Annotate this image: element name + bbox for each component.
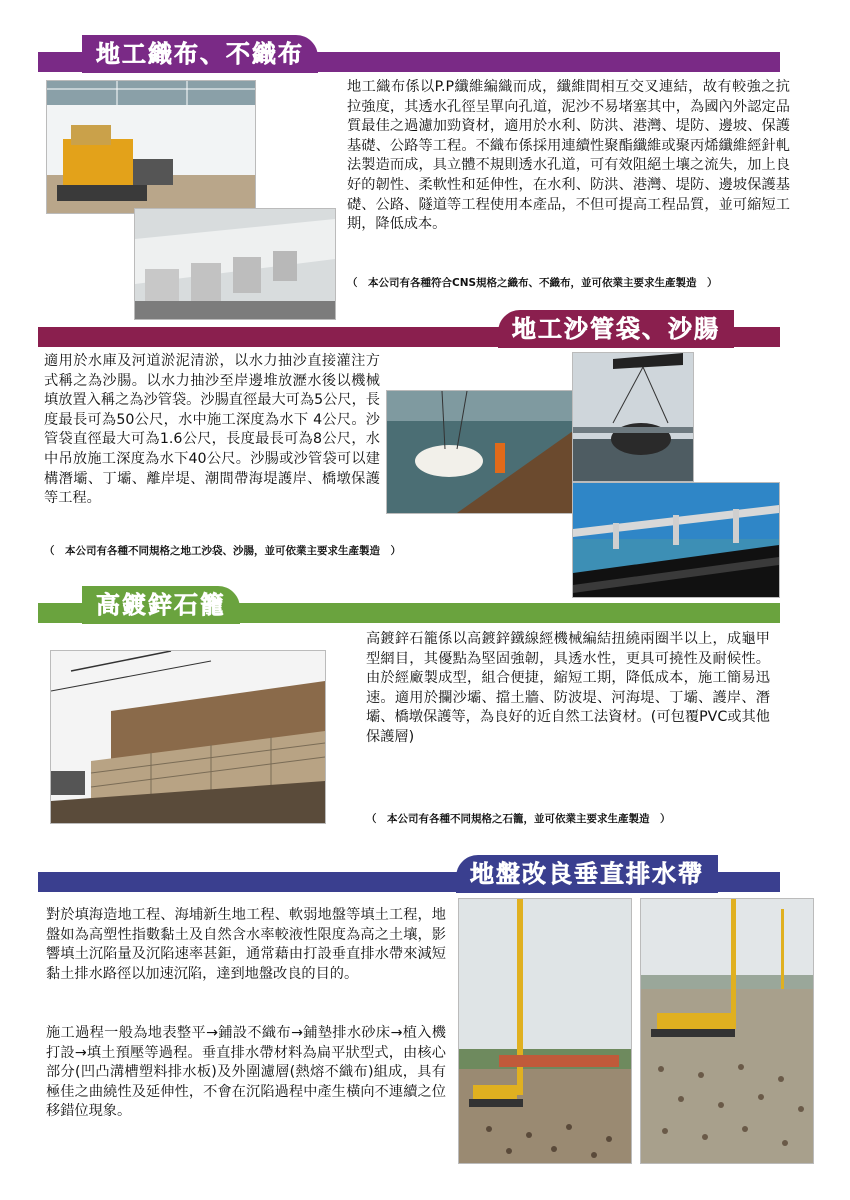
section2-title: 地工沙管袋、沙腸 — [498, 310, 734, 348]
section3-note: （ 本公司有各種不同規格之石籠，並可依業主要求生產製造 ） — [366, 813, 671, 825]
geotextile-photo-top — [46, 80, 256, 214]
drain-rig-photo-right — [640, 898, 814, 1164]
section2-note: （ 本公司有各種不同規格之地工沙袋、沙腸，並可依業主要求生產製造 ） — [44, 545, 401, 557]
drain-rig-photo-left — [458, 898, 632, 1164]
section2-body: 適用於水庫及河道淤泥清淤，以水力抽沙直接灌注方式稱之為沙腸。以水力抽沙至岸邊堆放瀝水後以機械填放置入稱之為沙管袋。沙腸直徑最大可為5公尺，長度最長可為50公尺，水中施工深度為水下 4公尺。沙管袋直徑最大可為1.6公尺，長度最長可為8公尺，水中吊放施工深度為水下40公尺。沙腸或沙管袋可以建構潛壩、丁壩、離岸堤、潮間帶海堤護岸、橋墩保護等工程。 — [44, 353, 380, 507]
section3-body: 高鍍鋅石籠係以高鍍鋅鐵線經機械編結扭繞兩圈半以上，成龜甲型網目，其優點為堅固強韌，具透水性，更具可撓性及耐候性。由於經廠製成型，組合便捷，縮短工期，降低成本，施工簡易迅速。適用於攔沙壩、擋土牆、防波堤、河海堤、丁壩、護岸、潛壩、橋墩保護等，為良好的近自然工法資材。(可包覆PVC或其他保護層) — [366, 631, 770, 745]
sand-bag-photo-crane — [572, 352, 694, 482]
gabion-photo — [50, 650, 326, 824]
section1-title: 地工織布、不織布 — [82, 35, 318, 73]
geotextile-photo-bottom — [134, 208, 336, 320]
sand-bag-photo-bridge — [572, 482, 780, 598]
sand-bag-photo-barge — [386, 390, 574, 514]
section4-title: 地盤改良垂直排水帶 — [456, 855, 718, 893]
section4-body-2: 施工過程一般為地表整平→鋪設不織布→鋪墊排水砂床→植入機打設→填土預壓等過程。垂直排水帶材料為扁平狀型式，由核心部分(凹凸溝槽塑料排水板)及外圍濾層(熱熔不織布)組成，具有極佳之曲繞性及延伸性，不會在沉陷過程中產生橫向不連續之位移錯位現象。 — [46, 1025, 446, 1120]
section4-body-1: 對於填海造地工程、海埔新生地工程、軟弱地盤等填土工程，地盤如為高塑性指數黏土及自然含水率較液性限度為高之土壤，影響填土沉陷量及沉陷速率甚鉅，通常藉由打設垂直排水帶來減短黏土排水路徑以加速沉陷，達到地盤改良的目的。 — [46, 907, 446, 982]
section3-title: 高鍍鋅石籠 — [82, 586, 240, 624]
section1-note: （ 本公司有各種符合CNS規格之織布、不織布，並可依業主要求生產製造 ） — [347, 277, 718, 289]
section1-body: 地工織布係以P.P纖維編織而成，纖維間相互交叉連結，故有較強之抗拉強度，其透水孔徑呈單向孔道，泥沙不易堵塞其中，為國內外認定品質最佳之過濾加勁資材，適用於水利、防洪、港灣、堤防、邊坡、保護基礎、公路等工程。不織布係採用連續性聚酯纖維或聚丙烯纖維經針軋法製造而成，具立體不規則透水孔道，可有效阻絕土壤之流失，加上良好的韌性、柔軟性和延伸性，在水利、防洪、港灣、堤防、邊坡保護基礎、公路、隧道等工程使用本產品，不但可提高工程品質，並可縮短工期，降低成本。 — [347, 79, 790, 233]
